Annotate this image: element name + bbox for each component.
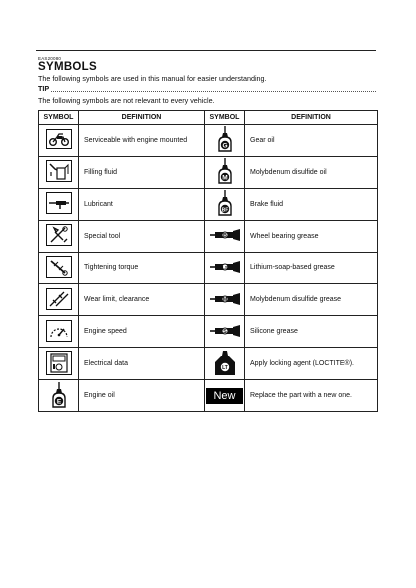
svg-text:LS: LS bbox=[221, 264, 228, 270]
symbol-cell bbox=[39, 348, 79, 380]
new-badge: New bbox=[206, 388, 242, 404]
oil-can-icon bbox=[216, 125, 234, 155]
svg-text:B: B bbox=[222, 232, 227, 239]
symbol-cell bbox=[205, 156, 245, 188]
symbol-cell bbox=[39, 125, 79, 157]
header-symbol-left: SYMBOL bbox=[39, 111, 79, 125]
symbol-cell bbox=[205, 188, 245, 220]
symbol-cell bbox=[205, 252, 245, 284]
grease-tube-icon bbox=[209, 261, 241, 275]
symbol-cell bbox=[205, 284, 245, 316]
definition-cell: Molybdenum disulfide grease bbox=[245, 284, 378, 316]
definition-cell: Wheel bearing grease bbox=[245, 220, 378, 252]
table-row bbox=[39, 316, 378, 348]
definition-cell: Tightening torque bbox=[79, 252, 205, 284]
page-title: SYMBOLS bbox=[38, 61, 97, 73]
table-row bbox=[39, 188, 378, 220]
svg-text:BF: BF bbox=[221, 207, 228, 214]
definition-cell: Gear oil bbox=[245, 125, 378, 157]
symbol-cell bbox=[39, 380, 79, 412]
tip-label: TIP bbox=[38, 84, 50, 93]
header-symbol-right: SYMBOL bbox=[205, 111, 245, 125]
grease-tube-icon bbox=[209, 325, 241, 339]
definition-cell: Apply locking agent (LOCTITE®). bbox=[245, 348, 378, 380]
svg-text:G: G bbox=[221, 142, 228, 150]
tip-rule bbox=[51, 91, 376, 92]
symbol-cell bbox=[205, 380, 245, 412]
tip-note: The following symbols are not relevant to every vehicle. bbox=[38, 96, 215, 105]
grease-gun-icon bbox=[46, 192, 72, 216]
svg-text:E: E bbox=[56, 397, 61, 405]
svg-text:S: S bbox=[222, 328, 227, 335]
definition-cell: Serviceable with engine mounted bbox=[79, 125, 205, 157]
definition-cell: Engine oil bbox=[79, 380, 205, 412]
motorcycle-icon bbox=[46, 129, 72, 151]
symbol-cell bbox=[39, 188, 79, 220]
doc-code: EAS20080 bbox=[38, 56, 62, 61]
intro-text: The following symbols are used in this manual for easier understanding. bbox=[38, 74, 267, 83]
table-row bbox=[39, 252, 378, 284]
definition-cell: Special tool bbox=[79, 220, 205, 252]
table-row bbox=[39, 380, 378, 412]
definition-cell: Filling fluid bbox=[79, 156, 205, 188]
caliper-icon bbox=[46, 288, 72, 312]
symbol-cell bbox=[205, 348, 245, 380]
symbol-cell bbox=[205, 316, 245, 348]
symbol-cell bbox=[205, 125, 245, 157]
definition-cell: Replace the part with a new one. bbox=[245, 380, 378, 412]
symbols-table bbox=[38, 110, 378, 412]
definition-cell: Wear limit, clearance bbox=[79, 284, 205, 316]
table-row bbox=[39, 156, 378, 188]
definition-cell: Electrical data bbox=[79, 348, 205, 380]
symbol-cell bbox=[39, 252, 79, 284]
symbol-cell bbox=[39, 156, 79, 188]
svg-text:M: M bbox=[222, 296, 227, 303]
torque-wrench-icon bbox=[46, 256, 72, 280]
oil-can-icon bbox=[216, 189, 234, 219]
oil-can-icon bbox=[216, 157, 234, 187]
header-definition-right: DEFINITION bbox=[245, 111, 378, 125]
grease-tube-icon bbox=[209, 293, 241, 307]
definition-cell: Molybdenum disulfide oil bbox=[245, 156, 378, 188]
svg-text:LT: LT bbox=[221, 364, 228, 371]
top-rule bbox=[36, 50, 376, 51]
symbol-cell bbox=[205, 220, 245, 252]
definition-cell: Engine speed bbox=[79, 316, 205, 348]
wrench-icon bbox=[46, 224, 72, 248]
definition-cell: Lithium-soap-based grease bbox=[245, 252, 378, 284]
multimeter-icon bbox=[46, 351, 72, 377]
tachometer-icon bbox=[46, 320, 72, 344]
table-row bbox=[39, 125, 378, 157]
fuel-pump-icon bbox=[46, 160, 72, 184]
svg-text:M: M bbox=[221, 174, 228, 182]
table-row bbox=[39, 348, 378, 380]
locking-agent-bottle-icon bbox=[213, 350, 237, 378]
definition-cell: Lubricant bbox=[79, 188, 205, 220]
grease-tube-icon bbox=[209, 229, 241, 243]
symbol-cell bbox=[39, 284, 79, 316]
table-header-row bbox=[39, 111, 378, 125]
definition-cell: Brake fluid bbox=[245, 188, 378, 220]
symbol-cell bbox=[39, 316, 79, 348]
table-row bbox=[39, 220, 378, 252]
definition-cell: Silicone grease bbox=[245, 316, 378, 348]
symbol-cell bbox=[39, 220, 79, 252]
oil-can-icon bbox=[50, 381, 68, 411]
header-definition-left: DEFINITION bbox=[79, 111, 205, 125]
table-row bbox=[39, 284, 378, 316]
